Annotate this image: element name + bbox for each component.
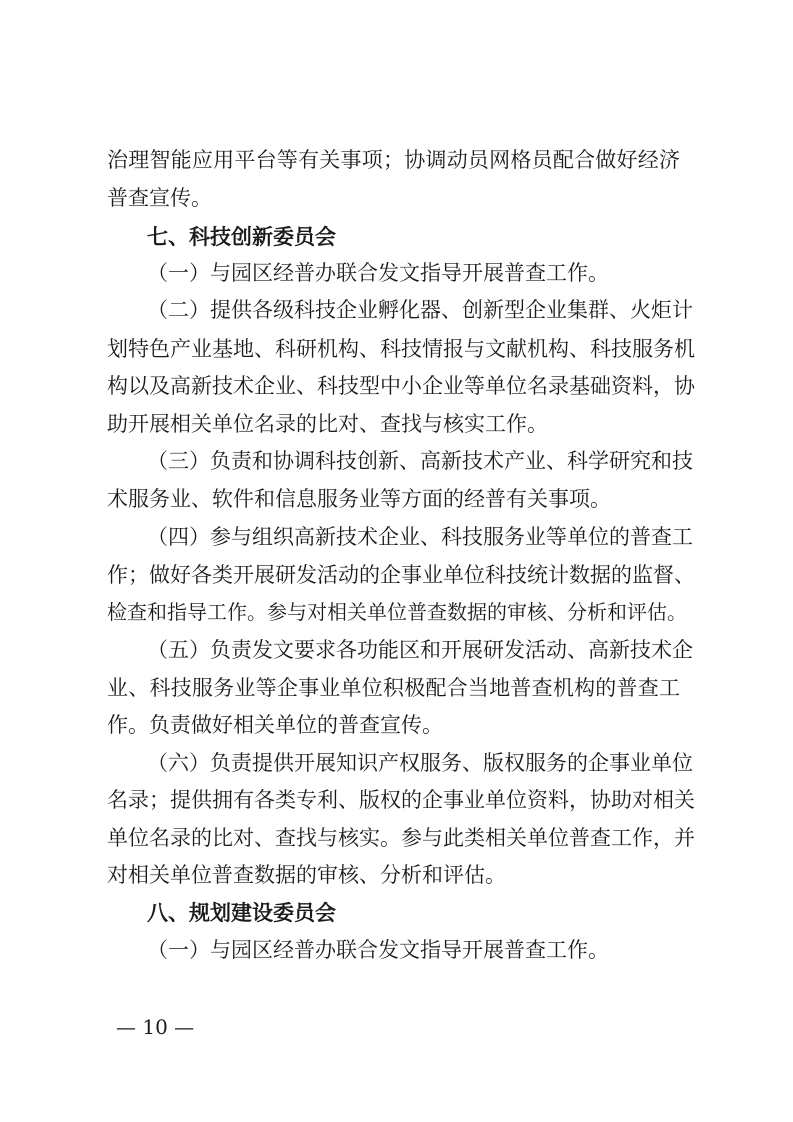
- page-number: — 10 —: [116, 1015, 195, 1039]
- body-text-line: 检查和指导工作。参与对相关单位普查数据的审核、分析和评估。: [107, 600, 687, 624]
- body-text-line: 治理智能应用平台等有关事项；协调动员网格员配合做好经济: [107, 148, 681, 172]
- body-text-line: 助开展相关单位名录的比对、查找与核实工作。: [107, 412, 548, 436]
- body-text-line: 划特色产业基地、科研机构、科技情报与文献机构、科技服务机: [107, 337, 695, 361]
- body-text-line: 名录；提供拥有各类专利、版权的企事业单位资料，协助对相关: [107, 788, 695, 812]
- body-text-line: 普查宣传。: [107, 186, 212, 210]
- body-text-line: 作；做好各类开展研发活动的企事业单位科技统计数据的监督、: [107, 563, 695, 587]
- body-text-line: （二）提供各级科技企业孵化器、创新型企业集群、火炬计: [147, 298, 693, 322]
- body-text-line: 业、科技服务业等企事业单位积极配合当地普查机构的普查工: [107, 676, 681, 700]
- body-text-line: （六）负责提供开展知识产权服务、版权服务的企事业单位: [147, 751, 693, 775]
- body-text-line: （四）参与组织高新技术企业、科技服务业等单位的普查工: [147, 525, 693, 549]
- body-text-line: 构以及高新技术企业、科技型中小企业等单位名录基础资料，协: [107, 374, 695, 398]
- section-heading: 八、规划建设委员会: [147, 901, 336, 925]
- body-text-line: 作。负责做好相关单位的普查宣传。: [107, 713, 443, 737]
- body-text-line: （五）负责发文要求各功能区和开展研发活动、高新技术企: [147, 638, 693, 662]
- body-text-line: 单位名录的比对、查找与核实。参与此类相关单位普查工作，并: [107, 826, 695, 850]
- body-text-line: （一）与园区经普办联合发文指导开展普查工作。: [147, 261, 609, 285]
- section-heading: 七、科技创新委员会: [147, 225, 336, 249]
- body-text-line: （一）与园区经普办联合发文指导开展普查工作。: [147, 938, 609, 962]
- body-text-line: 术服务业、软件和信息服务业等方面的经普有关事项。: [107, 487, 611, 511]
- body-text-line: （三）负责和协调科技创新、高新技术产业、科学研究和技: [147, 449, 693, 473]
- body-text-line: 对相关单位普查数据的审核、分析和评估。: [107, 863, 506, 887]
